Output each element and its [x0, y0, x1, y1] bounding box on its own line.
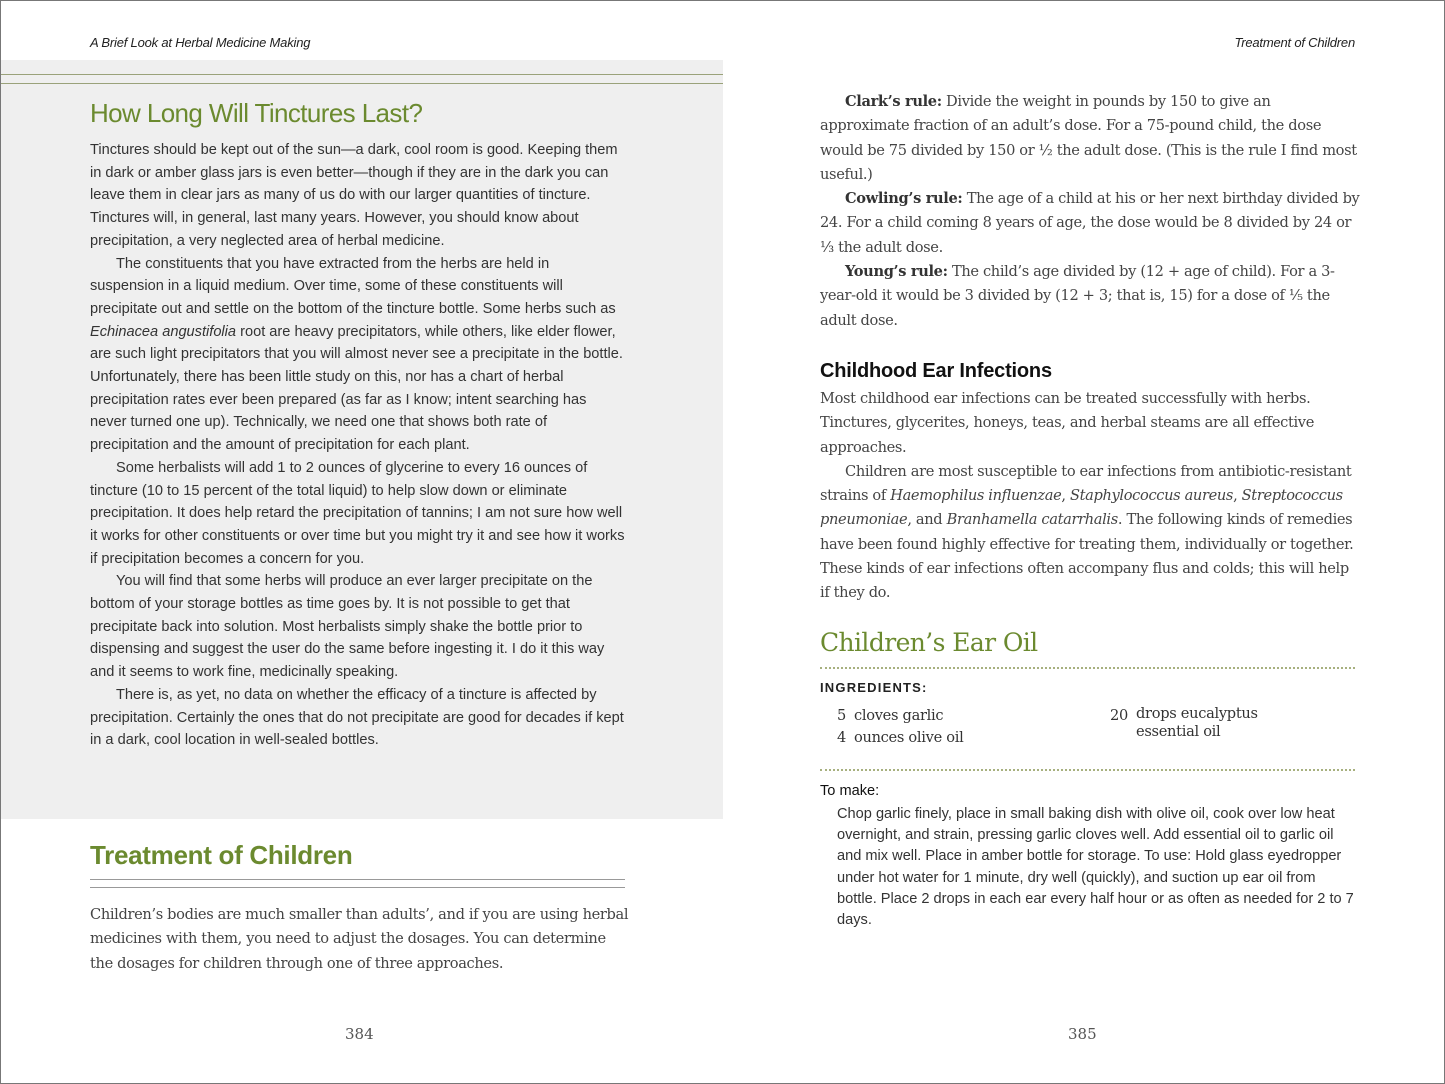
sidebar-body	[90, 139, 625, 752]
ingredient-qty: 4	[837, 729, 846, 746]
sidebar-top-rule	[1, 74, 723, 75]
rule-name: Cowling’s rule:	[845, 190, 963, 208]
rule-young	[820, 260, 1360, 333]
dotted-divider	[820, 667, 1355, 669]
sidebar-paragraph: There is, as yet, no data on whether the efficacy of a tincture is affected by precipitation. Certainly the ones that do not precipitate are good for decades if kept in a dark, cool location in well-sealed bottles.	[90, 686, 624, 749]
ingredient-name: ounces olive oil	[854, 729, 964, 746]
to-make-label: To make:	[820, 783, 880, 799]
rule-text: The child’s age divided by (12 + age of child). For a 3-year-old it would be 3 divided by (12 + 3; that is, 15) for a dose of ⅕ the adult dose.	[820, 263, 1335, 329]
ear-paragraph: Most childhood ear infections can be treated successfully with herbs. Tinctures, glycerites, honeys, teas, and herbal steams are all effective approaches.	[820, 390, 1314, 456]
page-number-left: 384	[345, 1025, 374, 1043]
text-run: ,	[1233, 487, 1242, 505]
sidebar-box	[1, 60, 723, 819]
ear-infections-body	[820, 387, 1360, 606]
text-run: root are heavy precipitators, while others, like elder flower, are such light precipitators that you will almost never see a precipitate in the bottle. Unfortunately, there has been little study on this, nor has a chart of herbal precipitation rates ever been prepared (as far as I know; intent searching has never turned one up). Technically, we need one that shows both rate of precipitation and the amount of precipitation for each plant.	[90, 323, 623, 454]
sidebar-title: How Long Will Tinctures Last?	[90, 98, 423, 128]
section-heading-treatment: Treatment of Children	[90, 840, 353, 870]
sidebar-paragraph: Tinctures should be kept out of the sun—a dark, cool room is good. Keeping them in dark or amber glass jars is even better—though if they are in the dark you can leave them in clear jars as many of us do with our larger quantities of tincture. Tinctures will, in general, last many years. However, you should know about precipitation, a very neglected area of herbal medicine.	[90, 142, 618, 249]
sidebar-paragraph: Some herbalists will add 1 to 2 ounces of glycerine to every 16 ounces of tincture (10 to 15 percent of the total liquid) to help slow down or eliminate precipitation. It does help retard the precipitation of tannins; I am not sure how well it works for other constituents or over time but you might try it and see how it works if precipitation becomes a concern for you.	[90, 459, 625, 567]
ingredient-qty: 20	[1110, 707, 1128, 724]
species-name: Staphylococcus aureus	[1069, 487, 1234, 505]
ingredient-name: drops eucalyptus essential oil	[1136, 705, 1258, 740]
species-name: Streptococcus pneumoniae	[820, 487, 1343, 529]
species-name: Branhamella catarrhalis	[946, 511, 1118, 529]
text-run: The constituents that you have extracted from the herbs are held in suspension in a liquid medium. Over time, some of these constituents will precipitate out and settle on the bottom of the tincture bottle. Some herbs such as	[90, 255, 616, 317]
rule-text: Divide the weight in pounds by 150 to give an approximate fraction of an adult’s dose. For a 75-pound child, the dose would be 75 divided by 150 or ½ the adult dose. (This is the rule I find most useful.)	[820, 93, 1357, 183]
instructions-text: Chop garlic finely, place in small baking dish with olive oil, cook over low heat overnight, and strain, pressing garlic cloves well. Add essential oil to garlic oil and mix well. Place in amber bottle for storage. To use: Hold glass eyedropper under hot water for 1 minute, dry well (quickly), and suction up ear oil from bottle. Place 2 drops in each ear every half hour or as often as needed for 2 to 7 days.	[837, 806, 1354, 929]
species-name: Haemophilus influenzae	[890, 487, 1062, 505]
text-run: Children are most susceptible to ear infections from antibiotic-resistant strains of	[820, 462, 1352, 505]
intro-paragraph: Children’s bodies are much smaller than adults’, and if you are using herbal medicines with them, you need to adjust the dosages. You can determine the dosages for children through one of three approaches.	[90, 906, 629, 972]
text-run: . The following kinds of remedies have been found highly effective for treating them, individually or together. These kinds of ear infections often accompany flus and colds; this will help if they do.	[820, 511, 1354, 602]
rule-cowling	[820, 187, 1360, 260]
sidebar-top-rule-2	[1, 83, 723, 84]
running-head-left: A Brief Look at Herbal Medicine Making	[90, 35, 311, 50]
dosage-rules	[820, 90, 1360, 333]
ingredient-name: cloves garlic	[854, 707, 944, 724]
treatment-intro	[90, 903, 630, 976]
dotted-divider	[820, 769, 1355, 771]
heading-double-rule	[90, 879, 625, 888]
ingredient-qty: 5	[837, 707, 846, 724]
subheading-ear-infections: Childhood Ear Infections	[820, 360, 1052, 382]
species-name: Echinacea angustifolia	[90, 323, 237, 340]
rule-name: Clark’s rule:	[845, 93, 942, 110]
ingredients-column-2	[1106, 705, 1286, 741]
page-number-right: 385	[1068, 1025, 1097, 1043]
text-run: , and	[907, 511, 947, 529]
ingredient-item	[836, 705, 1004, 727]
rule-name: Young’s rule:	[845, 263, 948, 281]
rule-text: The age of a child at his or her next birthday divided by 24. For a child coming 8 years of age, the dose would be 8 divided by 24 or ⅓ the adult dose.	[820, 190, 1360, 256]
ingredients-column-1	[836, 705, 1004, 749]
running-head-right: Treatment of Children	[1234, 35, 1355, 50]
recipe-instructions	[837, 804, 1357, 931]
rule-clark	[820, 90, 1360, 187]
sidebar-paragraph: You will find that some herbs will produce an ever larger precipitate on the bottom of your storage bottles as time goes by. It is not possible to get that precipitate back into solution. Most herbalists simply shake the bottle prior to dispensing and suggest the user do the same before ingesting it. I do it this way and it seems to work fine, medicinally speaking.	[90, 573, 605, 681]
sidebar-paragraph	[90, 253, 625, 457]
ingredients-label: INGREDIENTS:	[820, 680, 928, 695]
ingredient-item	[1106, 705, 1286, 741]
ear-paragraph	[820, 460, 1360, 606]
text-run: ,	[1061, 487, 1070, 505]
recipe-title: Children’s Ear Oil	[820, 628, 1038, 657]
ingredient-item	[836, 727, 1004, 749]
